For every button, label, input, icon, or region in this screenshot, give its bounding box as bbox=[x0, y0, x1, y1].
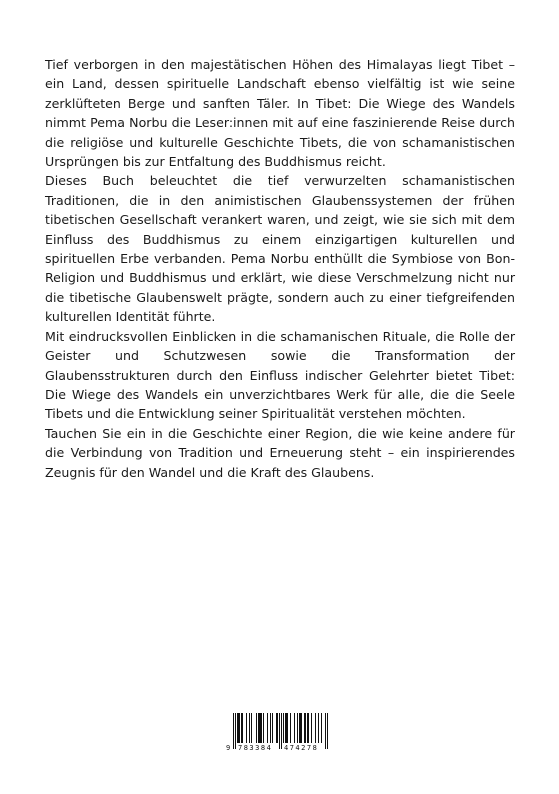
barcode-bar bbox=[318, 713, 319, 743]
barcode-bar bbox=[272, 713, 273, 743]
barcode-bar bbox=[241, 713, 242, 743]
barcode-bar bbox=[286, 713, 287, 743]
barcode-bar bbox=[277, 713, 278, 743]
barcode-bar bbox=[294, 713, 295, 743]
barcode-bar bbox=[276, 713, 277, 743]
barcode-bar bbox=[311, 713, 312, 743]
barcode-bar bbox=[237, 713, 238, 743]
barcode-bar bbox=[307, 713, 308, 743]
blurb-paragraph-1: Tief verborgen in den majestätischen Höhen des Himalayas liegt Tibet – ein Land, dessen spirituelle Landschaft ebenso vielfältig ist wie seine zerklüfteten Berge und sanften Täler. In Tibet: Die Wiege des Wandels nimmt Pema Norbu die Leser:innen mit auf eine faszinierende Reise durch die religiöse und kulturelle Geschichte Tibets, die von schamanistischen Ursprüngen bis zur Entfaltung des Buddhismus reicht. bbox=[45, 57, 515, 170]
barcode-bar bbox=[261, 713, 262, 743]
barcode-bar bbox=[238, 713, 239, 743]
isbn-barcode bbox=[226, 711, 332, 754]
blurb-paragraph-4: Tauchen Sie ein in die Geschichte einer Region, die wie keine andere für die Verbindung von Tradition und Erneuerung steht – ein inspirierendes Zeugnis für den Wandel und die Kraft des Glaubens. bbox=[45, 425, 515, 480]
barcode-bar bbox=[300, 713, 301, 743]
barcode-lead-digit: 9 bbox=[226, 744, 231, 752]
barcode-left-digits: 783384 bbox=[238, 744, 273, 752]
barcode-bar bbox=[299, 713, 300, 743]
barcode-bar bbox=[287, 713, 288, 743]
blurb-paragraph-2: Dieses Buch beleuchtet die tief verwurzelten schamanistischen Traditionen, die in den animistischen Glaubenssystemen der frühen tibetischen Gesellschaft verankert waren, und zeigt, wie sie sich mit dem Einfluss des Buddhismus zu einem einzigartigen kulturellen und spirituellen Erbe verbanden. Pema Norbu enthüllt die Symbiose von Bon-Religion und Buddhismus und erklärt, wie diese Verschmelzung nicht nur die tibetische Glaubenswelt prägte, sondern auch zu einer tiefgreifenden kulturellen Identität führte. bbox=[45, 173, 515, 325]
barcode-bar bbox=[321, 713, 322, 743]
barcode-bar bbox=[304, 713, 305, 743]
barcode-bar bbox=[242, 713, 243, 743]
barcode-right-digits: 474278 bbox=[284, 744, 319, 752]
blurb-paragraph-3: Mit eindrucksvollen Einblicken in die schamanischen Rituale, die Rolle der Geister und Schutzwesen sowie die Transformation der Glaubensstrukturen durch den Einfluss indischer Gelehrter bietet Tibet: Die Wiege des Wandels ein unverzichtbares Werk für alle, die die Seele Tibets und die Entwicklung seiner Spiritualität verstehen möchten. bbox=[45, 328, 515, 422]
barcode-bar bbox=[258, 713, 259, 743]
barcode-bar bbox=[260, 713, 261, 743]
barcode-bar bbox=[259, 713, 260, 743]
barcode-bar bbox=[283, 713, 284, 743]
barcode-bar bbox=[315, 713, 316, 743]
barcode-bar bbox=[239, 713, 240, 743]
barcode-digits bbox=[226, 743, 332, 753]
blurb-text bbox=[45, 55, 515, 482]
barcode-bar bbox=[249, 713, 250, 743]
barcode-bar bbox=[301, 713, 302, 743]
barcode-bar bbox=[285, 713, 286, 743]
barcode-bar bbox=[270, 713, 271, 743]
barcode-bar bbox=[267, 713, 268, 743]
barcode-bar bbox=[256, 713, 257, 743]
barcode-bar bbox=[251, 713, 252, 743]
barcode-bar bbox=[297, 713, 298, 743]
barcode-bar bbox=[290, 713, 291, 743]
barcode-bar bbox=[263, 713, 264, 743]
barcode-bar bbox=[246, 713, 247, 743]
barcode-bar bbox=[308, 713, 309, 743]
barcode-bar bbox=[305, 713, 306, 743]
